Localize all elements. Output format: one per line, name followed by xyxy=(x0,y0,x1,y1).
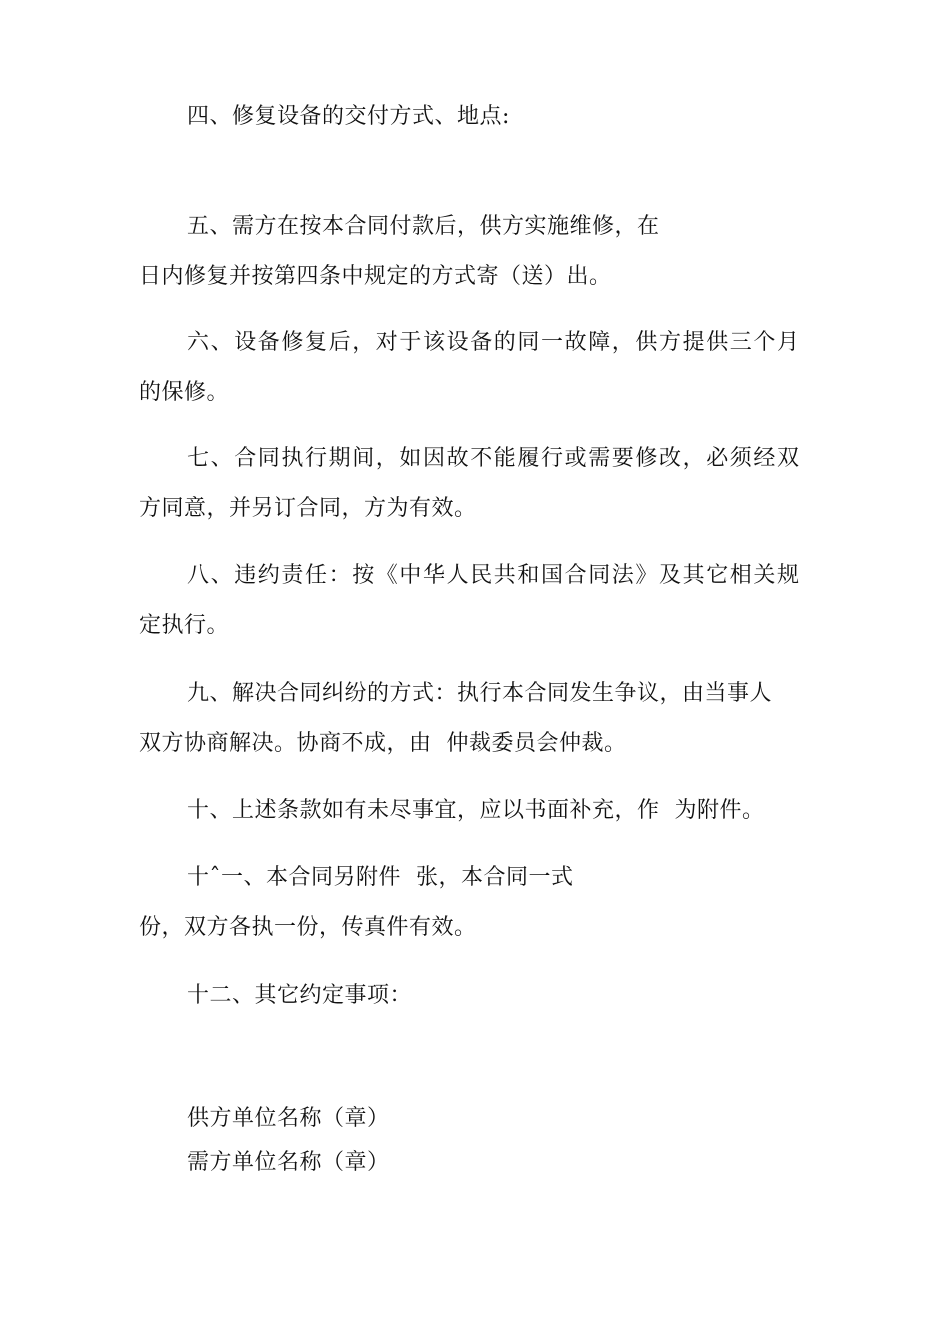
clause-5-line-2: 日内修复并按第四条中规定的方式寄（送）出。 xyxy=(139,264,612,289)
buyer-signature-label: 需方单位名称（章） xyxy=(187,1150,390,1175)
clause-10-line-1: 十、上述条款如有未尽事宜，应以书面补充，作 为附件。 xyxy=(187,798,765,823)
clause-11-line-2: 份，双方各执一份，传真件有效。 xyxy=(139,915,477,940)
clause-6-line-2: 的保修。 xyxy=(139,380,230,405)
clause-8-line-1: 八、违约责任：按《中华人民共和国合同法》及其它相关规 xyxy=(187,563,801,588)
clause-9-line-2: 双方协商解决。协商不成，由 仲裁委员会仲裁。 xyxy=(139,731,627,756)
clause-4-line-1: 四、修复设备的交付方式、地点: xyxy=(187,104,510,129)
clause-7-line-2: 方同意，并另订合同，方为有效。 xyxy=(139,496,477,521)
clause-11-line-1: 十ˆ一、本合同另附件 张，本合同一式 xyxy=(187,865,574,890)
clause-5-line-1: 五、需方在按本合同付款后，供方实施维修，在 xyxy=(187,214,660,239)
clause-6-line-1: 六、设备修复后，对于该设备的同一故障，供方提供三个月 xyxy=(187,330,801,355)
clause-9-line-1: 九、解决合同纠纷的方式：执行本合同发生争议，由当事人 xyxy=(187,681,773,706)
clause-12-line-1: 十二、其它约定事项： xyxy=(187,983,413,1008)
clause-8-line-2: 定执行。 xyxy=(139,613,230,638)
clause-7-line-1: 七、合同执行期间，如因故不能履行或需要修改，必须经双 xyxy=(187,446,801,471)
supplier-signature-label: 供方单位名称（章） xyxy=(187,1106,390,1131)
